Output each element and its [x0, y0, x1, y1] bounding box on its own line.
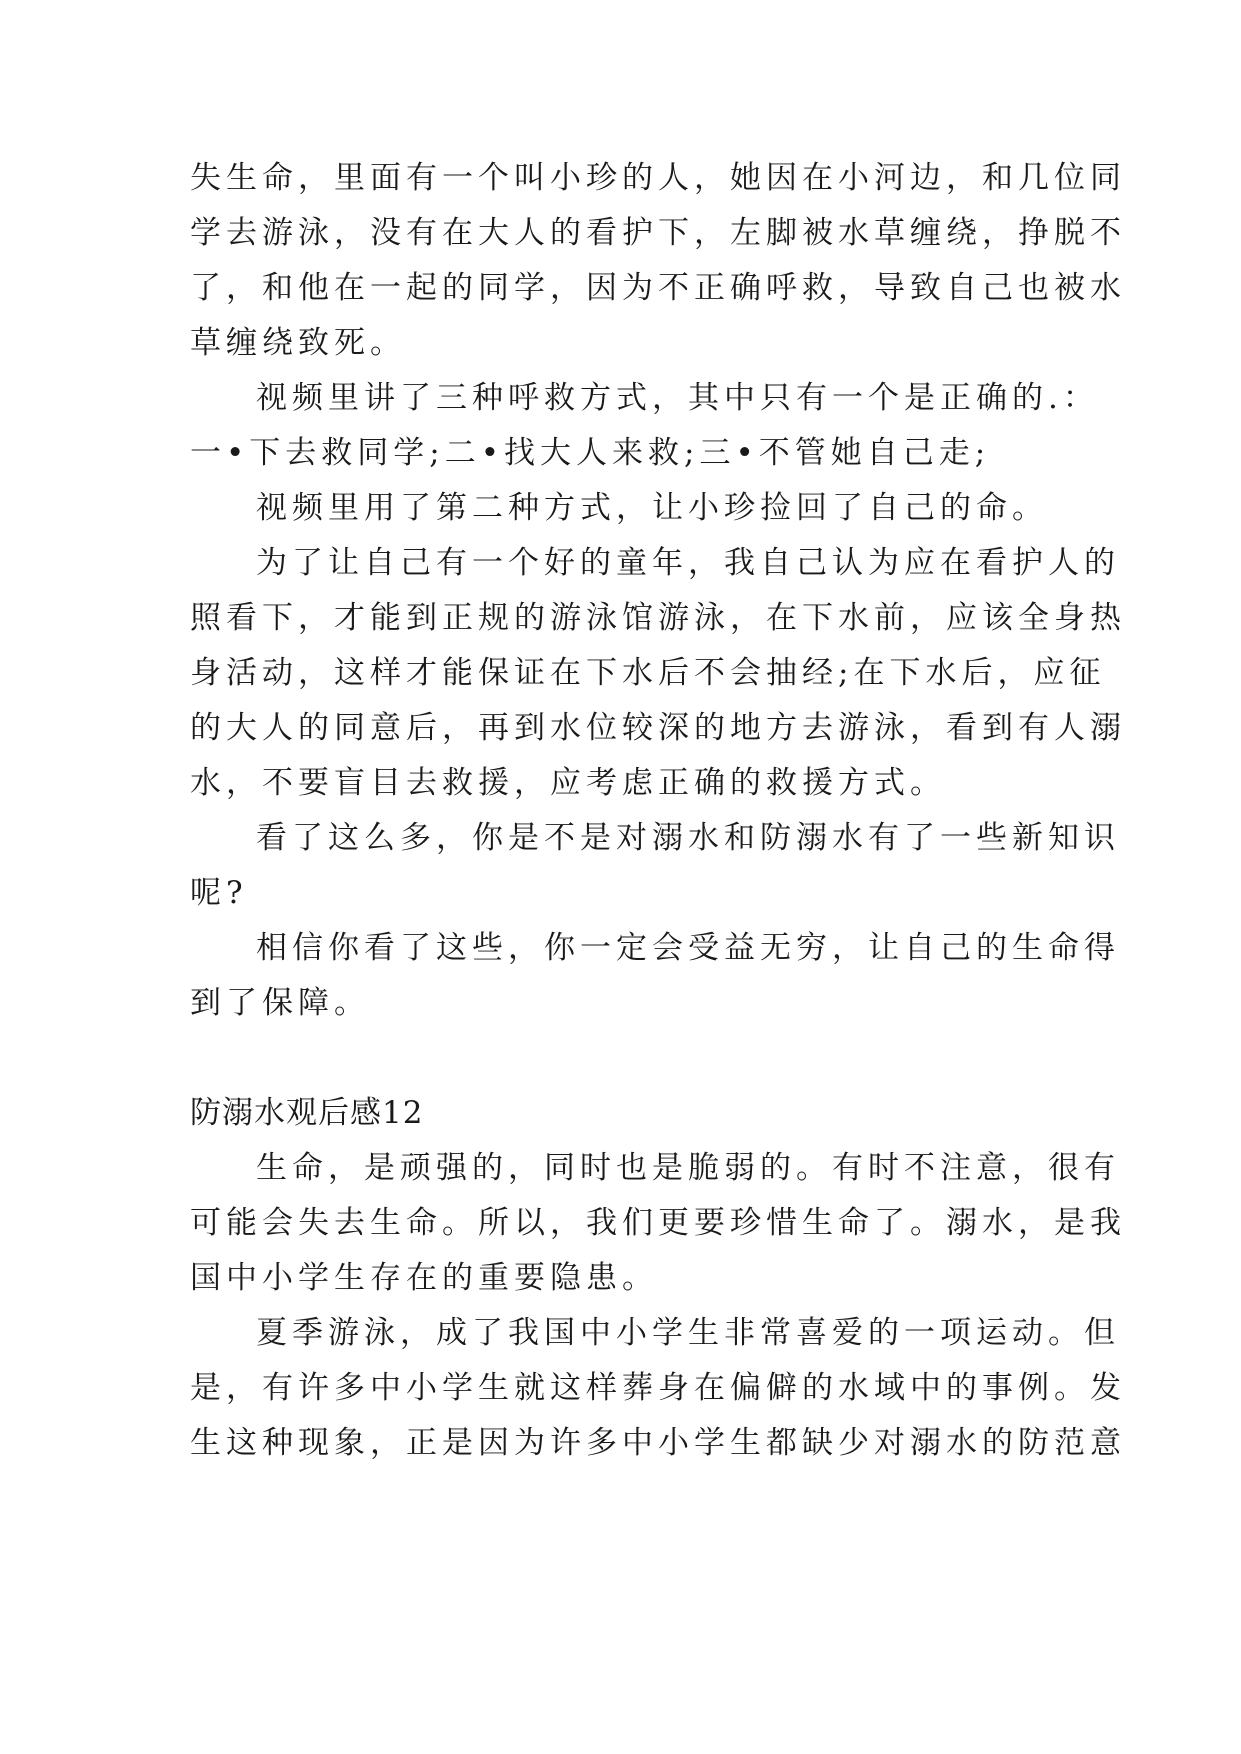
paragraph-start-line: 看了这么多，你是不是对溺水和防溺水有了一些新知识 — [256, 820, 1120, 856]
text-line: 可能会失去生命。所以，我们更要珍惜生命了。溺水，是我 — [190, 1205, 1126, 1241]
text-line: 草缠绕致死。 — [190, 325, 406, 361]
paragraph-start-line: 视频里讲了三种呼救方式，其中只有一个是正确的.： — [256, 380, 1099, 416]
paragraph-start-line: 视频里用了第二种方式，让小珍捡回了自己的命。 — [256, 490, 1048, 526]
text-line: 的大人的同意后，再到水位较深的地方去游泳，看到有人溺 — [190, 710, 1126, 746]
text-line: 生这种现象，正是因为许多中小学生都缺少对溺水的防范意 — [190, 1425, 1126, 1461]
text-line: 了，和他在一起的同学，因为不正确呼救，导致自己也被水 — [190, 270, 1126, 306]
text-line: 呢? — [190, 875, 248, 911]
text-line: 是，有许多中小学生就这样葬身在偏僻的水域中的事例。发 — [190, 1370, 1126, 1406]
text-line: 照看下，才能到正规的游泳馆游泳，在下水前，应该全身热 — [190, 600, 1126, 636]
paragraph-start-line: 生命，是顽强的，同时也是脆弱的。有时不注意，很有 — [256, 1150, 1120, 1186]
text-line: 到了保障。 — [190, 985, 370, 1021]
text-line: 国中小学生存在的重要隐患。 — [190, 1260, 658, 1296]
text-line: 水，不要盲目去救援，应考虑正确的救援方式。 — [190, 765, 946, 801]
text-line: 一•下去救同学;二•找大人来救;三•不管她自己走; — [190, 435, 991, 471]
text-line: 身活动，这样才能保证在下水后不会抽经;在下水后，应征 — [190, 655, 1106, 691]
section-heading: 防溺水观后感12 — [190, 1095, 424, 1131]
paragraph-start-line: 为了让自己有一个好的童年，我自己认为应在看护人的 — [256, 545, 1120, 581]
paragraph-start-line: 夏季游泳，成了我国中小学生非常喜爱的一项运动。但 — [256, 1315, 1120, 1351]
paragraph-start-line: 相信你看了这些，你一定会受益无穷，让自己的生命得 — [256, 930, 1120, 966]
text-line: 失生命，里面有一个叫小珍的人，她因在小河边，和几位同 — [190, 160, 1126, 196]
text-line: 学去游泳，没有在大人的看护下，左脚被水草缠绕，挣脱不 — [190, 215, 1126, 251]
